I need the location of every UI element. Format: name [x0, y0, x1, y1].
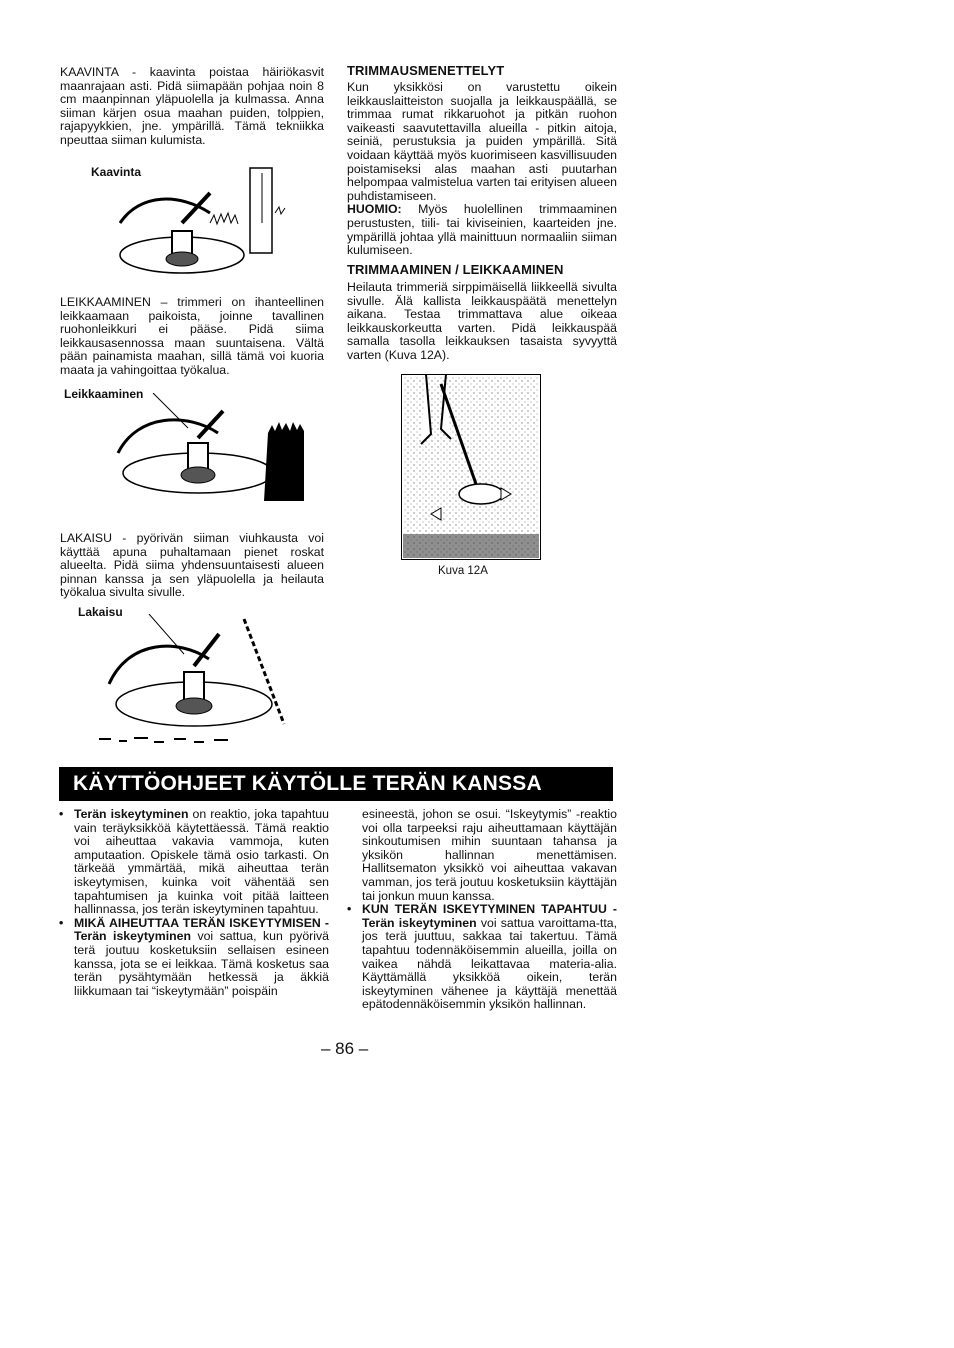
- trimmausmenettelyt-heading: TRIMMAUSMENETTELYT: [347, 63, 505, 78]
- trimmaus-paragraph: Kun yksikkösi on varustettu oikein leikkauslaitteiston suojalla ja leikkauspäällä, se trimmaa rumat rikkaruohot ja pitkän ruohon vaikeasti saavutettavilla alueilla - pitkin aitoja, seiniä, perustuksia ja puiden ympärillä. Sitä voidaan käyttää myös kuorimiseen kasvillisuuden poistamiseksi alas maahan asti puutarhan helpompaa valmistelua varten tai erityisen alueen puhdistamiseen. HUOMIO: Myös huolellinen trimmaaminen perustusten, tiili- tai kiviseinien, kaarteiden jne. ympärillä johtaa yllä mainittuun normaaliin siiman kulumiseen.: [347, 80, 617, 258]
- huomio-text: Myös huolellinen trimmaaminen perustusten, tiili- tai kiviseinien, kaarteiden jne. ympärillä johtaa yllä mainittuun normaaliin siiman kulumiseen.: [347, 202, 617, 258]
- huomio-label: HUOMIO:: [347, 202, 402, 217]
- leikkaaminen-paragraph: LEIKKAAMINEN – trimmeri on ihanteellinen leikkaamaan paikoista, joinne tavallinen ruohonleikkuri ei pääse. Pidä siima leikkausasennossa maan suuntaisena. Vältä pään painamista maahan, sillä tämä voi kuoria maata ja vahingoittaa työkalua.: [60, 295, 324, 377]
- kuva-12a-caption: Kuva 12A: [438, 565, 488, 577]
- bullet-column-right: [347, 808, 617, 1012]
- trimmaaminen-paragraph: Heilauta trimmeriä sirppimäisellä liikkeellä sivulta sivulle. Älä kallista leikkauspäätä menettelyn aikana. Testaa trimmattava alue oikeaa leikkauskorkeutta varten. Pidä leikkauspää samalla tasolla leikkauksen tasaista syvyyttä varten (Kuva 12A).: [347, 280, 617, 362]
- trimmaaminen-heading: TRIMMAAMINEN / LEIKKAAMINEN: [347, 262, 564, 277]
- kaavinta-figure-label: Kaavinta: [91, 165, 142, 179]
- bullet-item-2-continued: esineestä, johon se osui. “Iskeytymis” -reaktio voi olla tarpeeksi raju aiheuttamaan käyttäjän sinkoutumisen mihin suuntaan tahansa ja yksikön hallinnan menettämisen. Hallitsematon yksikkö voi aiheuttaa vakavan vamman, jos terä joutuu kosketuksiin käyttäjän tai jonkun muun kanssa.: [362, 807, 617, 903]
- lakaisu-illustration: [94, 614, 309, 754]
- leikkaaminen-illustration: [108, 393, 318, 513]
- kuva-12a-illustration: [401, 374, 541, 560]
- kaavinta-paragraph: KAAVINTA - kaavinta poistaa häiriökasvit maanrajaan asti. Pidä siimapään pohjaa noin 8 cm maanpinnan yläpuolella ja kulmassa. Anna siiman kärjen osua maahan puiden, tolppien, rajapyykkien, jne. ympärillä. Tämä tekniikka npeuttaa siiman kulumista.: [60, 65, 324, 147]
- bullet-icon: •: [347, 902, 352, 917]
- bullet-icon: •: [59, 915, 64, 930]
- bullet-item-3: • KUN TERÄN ISKEYTYMINEN TAPAHTUU - Terän iskeytyminen voi sattua varoittama-tta, jos terä juuttuu, sakkaa tai takertuu. Tämä tapahtuu todennäköisemmin alueilla, joilla on vaikea nähdä leikattavaa materia-alia. Käyttämällä yksikköä oikein, terän iskeytyminen vähenee ja käyttäjä menettää epätodennäköisemmin yksikön hallinnan.: [347, 902, 617, 1012]
- lakaisu-paragraph: LAKAISU - pyörivän siiman viuhkausta voi käyttää apuna puhaltamaan pienet roskat alueelta. Pidä siima yhdensuuntaisesti alueen pinnan kanssa ja sen yläpuolella ja heilauta työkalua sivulta sivulle.: [60, 531, 324, 600]
- lakaisu-figure-label: Lakaisu: [78, 605, 123, 619]
- section-banner: KÄYTTÖOHJEET KÄYTÖLLE TERÄN KANSSA: [59, 767, 613, 801]
- bullet-item-1: • Terän iskeytyminen on reaktio, joka tapahtuu vain teräyksikköä käytettäessä. Tämä reaktio voi aiheuttaa vakavia vammoja, kuten amputaation. Opiskele tämä osio tarkasti. On tärkeää ymmärtää, mikä aiheuttaa terän iskeytymisen, kuinka voit vähentää sen tapahtumisen ja kuinka voit pitää laitteen hallinnassa, jos terän iskeytyminen tapahtuu.: [59, 807, 329, 917]
- page-number: – 86 –: [321, 1039, 369, 1058]
- bullet-column-left: [59, 808, 329, 998]
- bullet-icon: •: [59, 807, 64, 821]
- kaavinta-illustration: [100, 163, 300, 283]
- leikkaaminen-figure-label: Leikkaaminen: [64, 387, 144, 401]
- bullet-item-2: • MIKÄ AIHEUTTAA TERÄN ISKEYTYMISEN - Terän iskeytyminen voi sattua, kun pyörivä terä joutuu kosketuksiin sellaisen esineen kanssa, jota se ei leikkaa. Tämä kosketus saa terän pysähtymään hetkessä ja äkkiä liikkumaan tai “iskeytymään” poispäin: [59, 915, 329, 998]
